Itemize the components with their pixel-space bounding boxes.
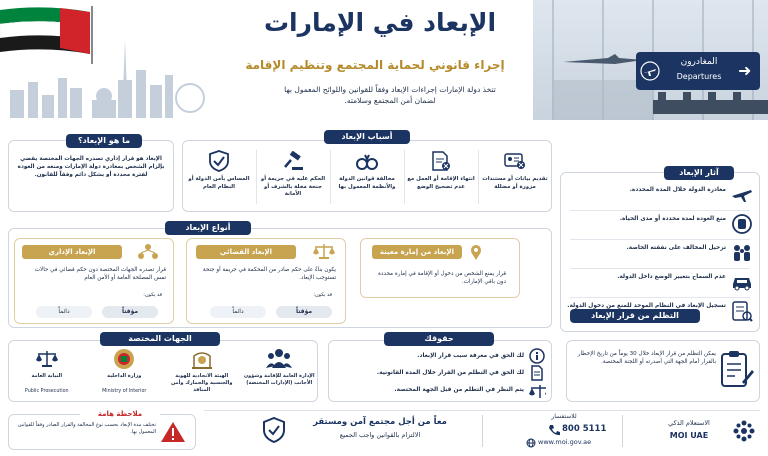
right-item-text: يتم النظر في التظلم من قبل الجهة المختصة. (394, 387, 524, 393)
page-title: الإبعاد في الإمارات (263, 8, 497, 37)
scales-icon (34, 348, 60, 370)
emirate-type-text: قرار يمنع الشخص من دخول أو الإقامة في إمارة محددة دون باقي الإمارات. (378, 271, 506, 285)
intro-line-1: تتخذ دولة الإمارات إجراءات الإبعاد وفقاً للقوانين واللوائح المعمول بها (284, 85, 496, 94)
reason-divider (256, 150, 257, 204)
departures-en: Departures (676, 72, 722, 81)
types-title: أنواع الإبعاد (165, 221, 251, 235)
right-item-text: لك الحق في التظلم من القرار خلال المدة القانونية. (376, 370, 524, 376)
admin-type-title: الإبعاد الإداري (22, 245, 122, 259)
stop-hand-icon (730, 213, 754, 235)
reason-item-text: المساس بأمن الدولة أو النظام العام (188, 176, 250, 190)
emirate-type-title: الإبعاد من إمارة معينة (372, 245, 462, 259)
ica-icon (189, 348, 215, 370)
reason-divider (330, 150, 331, 204)
map-pin-icon (466, 243, 486, 261)
effect-divider (570, 210, 750, 211)
admin-permanent-pill: دائماً (36, 306, 92, 318)
reason-divider (404, 150, 405, 204)
reason-item-text: مخالفة قوانين الدولة والأنظمة المعمول بها (338, 176, 396, 190)
globe-icon (526, 438, 536, 448)
authority-name-ar: النيابة العامة (31, 373, 63, 379)
authority-name-en: Public Prosecution (24, 389, 69, 394)
judicial-temporary-pill: مؤقتاً (276, 306, 332, 318)
effect-divider (570, 297, 750, 298)
judicial-type-title: الإبعاد القضائي (196, 245, 296, 259)
authorities-title: الجهات المختصة (100, 332, 220, 346)
effect-divider (570, 239, 750, 240)
scales-icon (528, 382, 546, 398)
reason-item-text: تقديم بيانات أو مستندات مزورة أو مضللة (482, 176, 548, 190)
effect-item-text: منع العودة لمدة محددة أو مدى الحياة. (619, 216, 726, 222)
people-icon (730, 242, 754, 264)
moi-emblem-icon (111, 348, 137, 370)
reason-divider (478, 150, 479, 204)
document-icon (528, 365, 546, 381)
reasons-title: أسباب الإبعاد (324, 130, 410, 144)
note-text: تختلف مدة الإبعاد بحسب نوع المخالفة والقرار الصادر وفقاً للقوانين المعمول بها. (17, 422, 156, 435)
intro-line-2: لضمان أمن المجتمع وسلامته. (344, 96, 436, 105)
what-is-title: ما هو الإبعاد؟ (66, 134, 142, 148)
appeal-text: يمكن التظلم من قرار الإبعاد خلال 30 يوماً من تاريخ الإخطار بالقرار أمام الجهة التي أصدرته أو اللجنة المختصة. (577, 351, 716, 365)
people-group-icon (266, 348, 292, 370)
authority-name-ar: الإدارة العامة للإقامة وشؤون الأجانب (الإدارات المختصة) (243, 373, 315, 386)
shield-check-icon (262, 417, 286, 443)
authority-name-ar: الهيئة الاتحادية للهوية والجنسية والجمارك وأمن المنافذ (171, 373, 233, 393)
right-item-text: لك الحق في معرفة سبب قرار الإبعاد. (417, 353, 524, 359)
effect-item-text: مغادرة الدولة خلال المدة المحددة. (629, 187, 726, 193)
departures-sign (636, 52, 760, 90)
moi-logo-icon (732, 419, 756, 443)
document-x-icon (430, 150, 452, 172)
footer (204, 410, 760, 452)
effects-title: آثار الإبعاد (664, 166, 734, 180)
page-subtitle: إجراء قانوني لحماية المجتمع وتنظيم الإقامة (245, 58, 505, 72)
reason-item-text: انتهاء الإقامة أو العمل مع عدم تصحيح الوضع (407, 176, 475, 190)
effect-item-text: ترحيل المخالف على نفقته الخاصة. (626, 245, 726, 251)
phone-icon[interactable] (548, 424, 560, 436)
network-icon (136, 242, 160, 260)
handcuffs-icon (356, 150, 378, 172)
airplane-icon (730, 184, 754, 206)
clipboard-pen-icon (720, 350, 754, 390)
shield-check-icon (208, 150, 230, 172)
arrow-right-icon: ➜ (738, 61, 752, 80)
skyline-illustration (0, 40, 215, 118)
appeal-title: التظلم من قرار الإبعاد (570, 309, 700, 323)
effect-item-text: تسجيل الإبعاد في النظام الموحد للمنع من دخول الدولة. (567, 303, 726, 309)
admin-temporary-pill: مؤقتاً (102, 306, 158, 318)
departures-ar: المغادرون (680, 57, 718, 67)
airplane-icon (640, 61, 660, 81)
what-is-text: الإبعاد هو قرار إداري تصدره الجهات المختصة يقضي بإلزام الشخص بمغادرة دولة الإمارات ومنعه من العودة لفترة محددة أو بشكل دائم وفقاً للقانون. (17, 156, 165, 178)
car-icon (730, 271, 754, 293)
phone-number[interactable]: 800 5111 (562, 424, 607, 434)
footer-divider-2 (622, 415, 623, 447)
authority-name-ar: وزارة الداخلية (107, 373, 142, 379)
rights-title: حقوقك (384, 332, 494, 346)
warning-icon (160, 420, 186, 444)
moi-label: MOI UAE (669, 431, 709, 440)
header (0, 0, 768, 120)
note-title: ملاحظة هامة (80, 410, 160, 418)
admin-type-text: قرار تصدره الجهات المختصة دون حكم قضائي في حالات تمس المصلحة العامة أو الأمن العام (34, 267, 166, 281)
what-is-box (8, 140, 174, 212)
footer-slogan-1: معاً من أجل مجتمع آمن ومستقر (313, 417, 447, 427)
gavel-icon (282, 150, 304, 172)
judicial-type-text: يكون بناءً على حكم صادر من المحكمة في جريمة أو جنحة تستوجب الإبعاد. (202, 267, 336, 281)
authority-name-en: Ministry of Interior (102, 389, 147, 394)
website-link[interactable]: www.moi.gov.ae (538, 438, 592, 446)
airport-illustration (533, 0, 768, 120)
registry-icon (730, 300, 754, 322)
reason-item-text: الحكم عليه في جريمة أو جنحة مخلة بالشرف أو الأمانة (260, 176, 326, 197)
judicial-may-be: قد يكون: (313, 292, 332, 298)
info-icon (528, 348, 546, 364)
judicial-permanent-pill: دائماً (210, 306, 266, 318)
footer-divider (482, 415, 483, 447)
scales-icon (312, 242, 336, 260)
id-card-x-icon (504, 150, 526, 172)
smart-label: الاستعلام الذكي (668, 419, 710, 427)
effect-item-text: عدم السماح بتغيير الوضع داخل الدولة. (617, 274, 726, 280)
contact-label: للاستفسار (551, 413, 577, 420)
footer-slogan-2: الالتزام بالقوانين واجب الجميع (339, 431, 421, 439)
admin-may-be: قد يكون: (143, 292, 162, 298)
effect-divider (570, 268, 750, 269)
